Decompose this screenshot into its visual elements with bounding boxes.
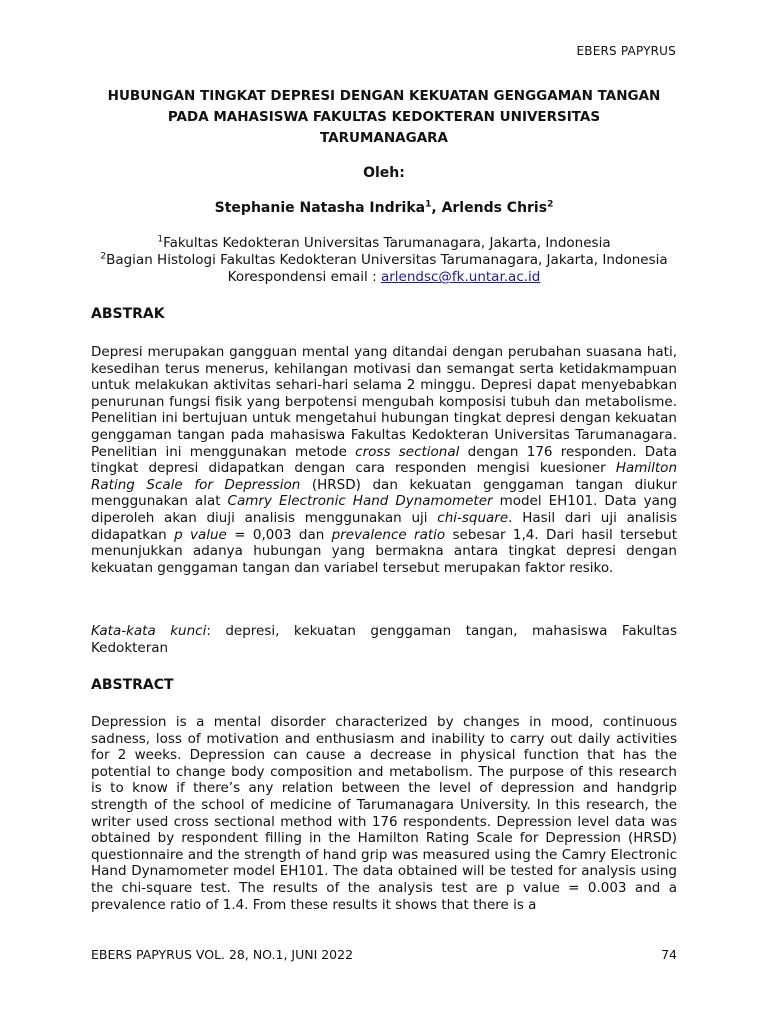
keywords-text: : depresi, kekuatan genggaman tangan, mahasiswa Fakultas Kedokteran (91, 623, 677, 656)
abstract-body: Depression is a mental disorder characterized by changes in mood, continuous sadness, loss of motivation and enthusiasm and inability to carry out daily activities for 2 weeks. Depression can cause a decrease in physical function that has the potential to change body composition and metabolism. The purpose of this research is to know if there’s any relation between the level of depression and handgrip strength of the school of medicine of Tarumanagara University. In this research, the writer used cross sectional method with 176 respondents. Depression level data was obtained by respondent filling in the Hamilton Rating Scale for Depression (HRSD) questionnaire and the strength of hand grip was measured using the Camry Electronic Hand Dynamometer model EH101. The data obtained will be tested for analysis using the chi-square test. The results of the analysis test are p value = 0.003 and a prevalence ratio of 1.4. From these results it shows that there is a (91, 714, 677, 913)
affiliation-1-sup: 1 (157, 234, 164, 245)
affiliation-2 (60, 252, 708, 269)
abstrak-italic-6: prevalence ratio (331, 526, 446, 543)
abstrak-text-5: . Hasil dari uji analisis didapatkan (91, 509, 677, 543)
author-1-sup: 1 (425, 199, 432, 210)
abstrak-italic-5: p value (174, 526, 227, 543)
email-link[interactable]: arlendsc@fk.untar.ac.id (380, 269, 541, 285)
abstrak-italic-4: chi-square (437, 509, 509, 526)
title-line-3: TARUMANAGARA (320, 130, 448, 146)
abstrak-body (91, 344, 677, 576)
page-number: 74 (661, 947, 677, 962)
title-line-2: PADA MAHASISWA FAKULTAS KEDOKTERAN UNIVERSITAS (167, 109, 601, 125)
paper-title (80, 86, 688, 149)
affiliation-2-text: Bagian Histologi Fakultas Kedokteran Universitas Tarumanagara, Jakarta, Indonesia (106, 252, 668, 268)
abstrak-heading: ABSTRAK (91, 306, 165, 322)
affiliation-2-sup: 2 (100, 251, 107, 262)
abstrak-text-1: Depresi merupakan gangguan mental yang ditandai dengan perubahan suasana hati, kesedihan terus menerus, kehilangan motivasi dan semangat serta ketidakmampuan untuk melakukan aktivitas sehari-hari selama 2 minggu. Depresi dapat menyebabkan penurunan fungsi fisik yang berpotensi mengubah komposisi tubuh dan metabolisme. Penelitian ini bertujuan untuk mengetahui hubungan tingkat depresi dengan kekuatan genggaman tangan pada mahasiswa Fakultas Kedokteran Universitas Tarumanagara. Penelitian ini menggunakan metode (91, 344, 677, 460)
affiliation-1-text: Fakultas Kedokteran Universitas Tarumanagara, Jakarta, Indonesia (163, 235, 611, 251)
correspondence (60, 269, 708, 286)
abstract-heading: ABSTRACT (91, 677, 174, 693)
author-separator: , (431, 200, 442, 216)
keywords-label: Kata-kata kunci (91, 623, 207, 639)
abstrak-text-3: (HRSD) dan kekuatan genggaman tangan diukur menggunakan alat (91, 476, 677, 510)
author-2: Arlends Chris (441, 200, 548, 216)
keywords (91, 623, 677, 656)
abstrak-text-2: dengan 176 responden. Data tingkat depresi didapatkan dengan cara responden mengisi kuesioner (91, 443, 677, 477)
author-2-sup: 2 (547, 199, 554, 210)
oleh-label: Oleh: (363, 165, 405, 181)
abstrak-text-4: model EH101. Data yang diperoleh akan diuji analisis menggunakan uji (91, 493, 677, 526)
abstrak-italic-2: Hamilton Rating Scale for Depression (91, 460, 677, 493)
email-label: Korespondensi email : (227, 269, 381, 285)
abstrak-italic-1: cross sectional (355, 443, 460, 460)
footer-citation: EBERS PAPYRUS VOL. 28, NO.1, JUNI 2022 (91, 947, 354, 962)
author-list (0, 200, 768, 216)
author-1: Stephanie Natasha Indrika (214, 200, 426, 216)
running-header: EBERS PAPYRUS (576, 44, 676, 58)
title-line-1: HUBUNGAN TINGKAT DEPRESI DENGAN KEKUATAN GENGGAMAN TANGAN (107, 88, 661, 104)
abstrak-text-7: sebesar 1,4. Dari hasil tersebut menunjukkan adanya hubungan yang bermakna antara tingkat depresi dengan kekuatan genggaman tangan dan variabel tersebut merupakan faktor resiko. (91, 526, 677, 576)
abstrak-italic-3: Camry Electronic Hand Dynamometer (227, 493, 493, 510)
affiliation-1 (60, 235, 708, 252)
abstrak-text-6: = 0,003 dan (226, 526, 332, 543)
affiliations (60, 235, 708, 286)
